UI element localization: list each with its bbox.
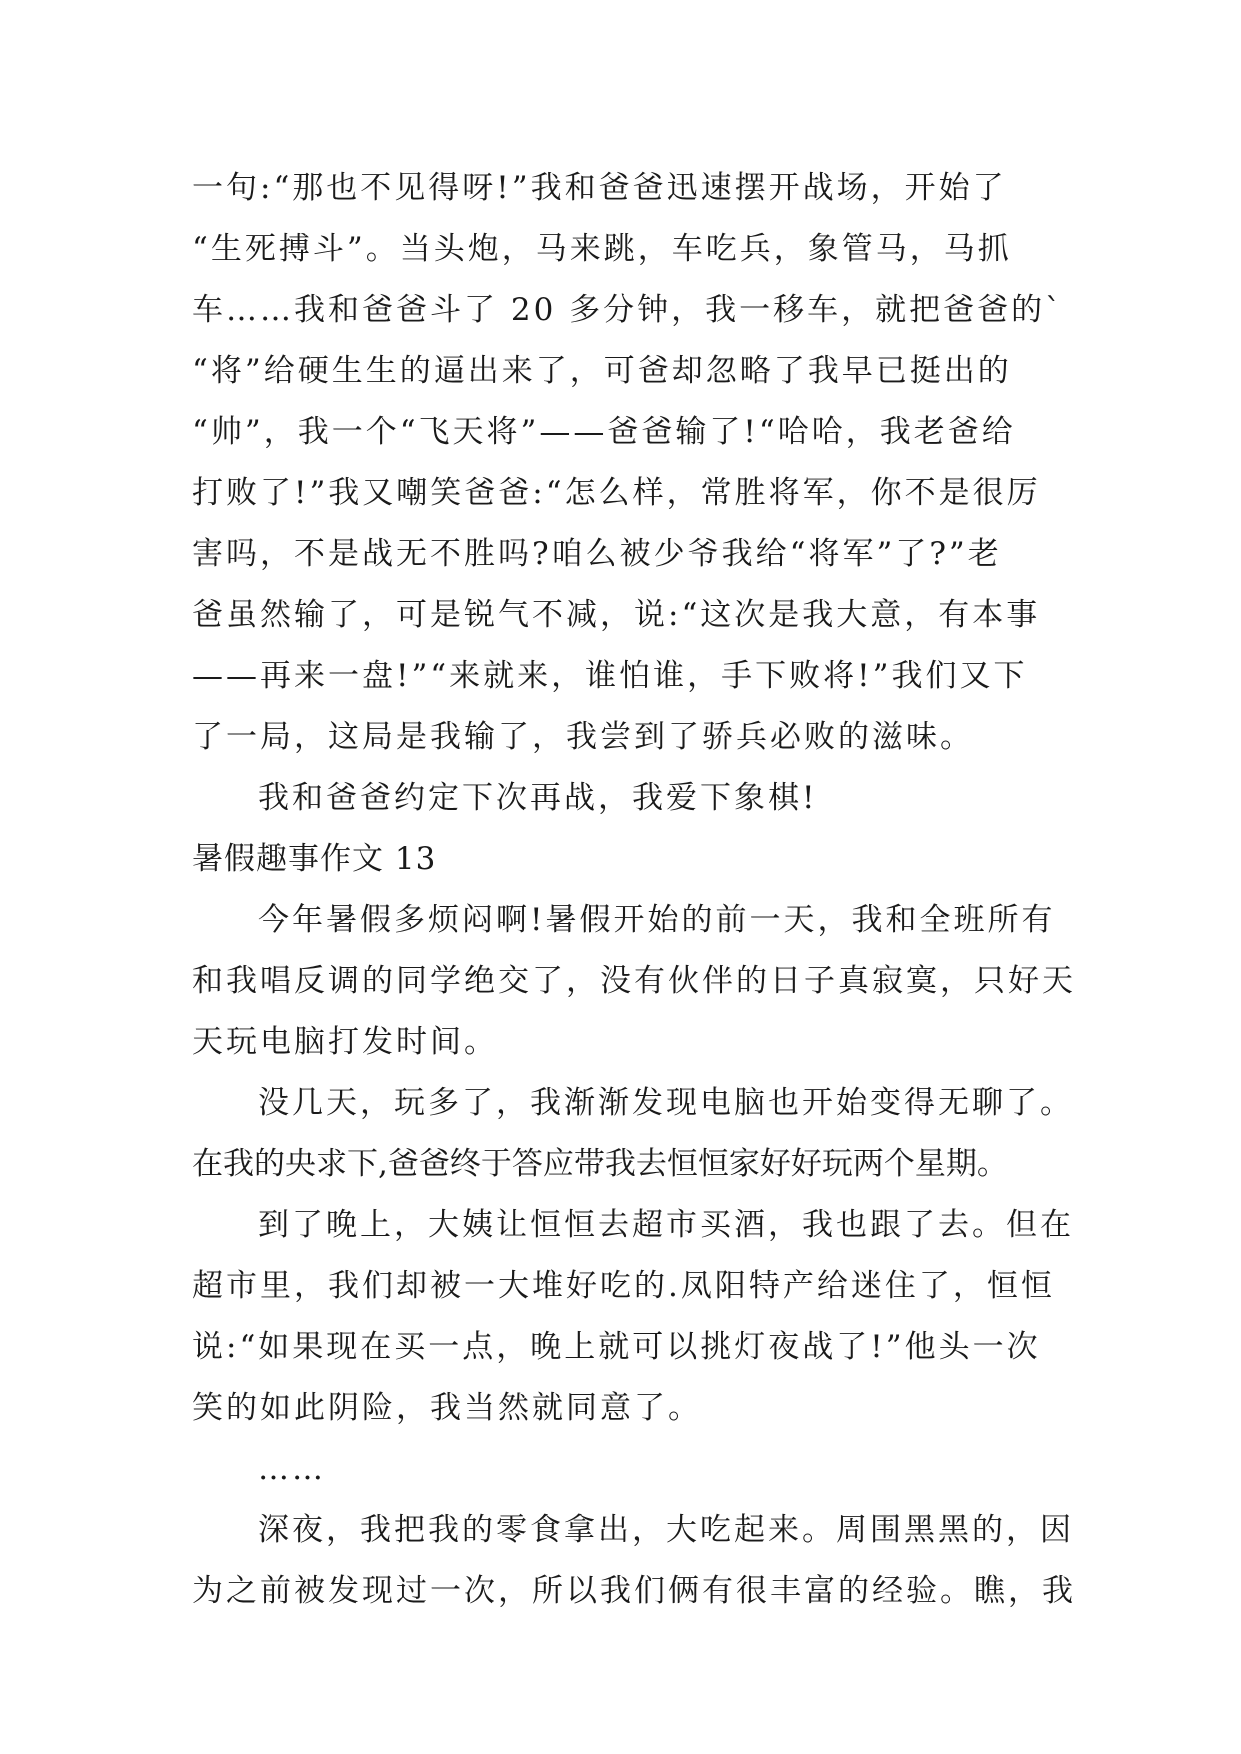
text-line: 了一局，这局是我输了，我尝到了骄兵必败的滋味。 [192,719,974,755]
text-line: 今年暑假多烦闷啊!暑假开始的前一天，我和全班所有 [258,902,1056,938]
essay-title: 暑假趣事作文 13 [192,841,437,877]
text-line: “生死搏斗”。当头炮，马来跳，车吃兵，象管马，马抓 [192,231,1012,267]
text-line: ——再来一盘!”“来就来，谁怕谁，手下败将!”我们又下 [192,658,1028,694]
previous-essay-tail [192,158,1072,768]
text-line: “将”给硬生生的逼出来了，可爸却忽略了我早已挺出的 [192,353,1012,389]
text-line: 笑的如此阴险，我当然就同意了。 [192,1390,702,1426]
text-line: 到了晚上，大姨让恒恒去超市买酒，我也跟了去。但在 [258,1207,1074,1243]
text-line: 爸虽然输了，可是锐气不减，说:“这次是我大意，有本事 [192,597,1041,633]
ellipsis: …… [258,1451,326,1487]
text-line: “帅”，我一个“飞天将”——爸爸输了!“哈哈，我老爸给 [192,414,1016,450]
text-line: 在我的央求下,爸爸终于答应带我去恒恒家好好玩两个星期。 [192,1146,1008,1182]
document-body [192,158,1076,1622]
text-line: 为之前被发现过一次，所以我们俩有很丰富的经验。瞧，我 [192,1573,1076,1609]
text-line: 天玩电脑打发时间。 [192,1024,498,1060]
paragraph-2 [192,1073,1072,1195]
paragraph-4 [192,1500,1076,1622]
text-line: 说:“如果现在买一点，晚上就可以挑灯夜战了!”他头一次 [192,1329,1041,1365]
previous-essay-ending: 我和爸爸约定下次再战，我爱下象棋! [258,780,818,816]
text-line: 车……我和爸爸斗了 20 多分钟，我一移车，就把爸爸的` [192,292,1064,328]
text-line: 打败了!”我又嘲笑爸爸:“怎么样，常胜将军，你不是很厉 [192,475,1041,511]
text-line: 和我唱反调的同学绝交了，没有伙伴的日子真寂寞，只好天 [192,963,1076,999]
text-line: 没几天，玩多了，我渐渐发现电脑也开始变得无聊了。 [258,1085,1074,1121]
text-line: 害吗，不是战无不胜吗?咱么被少爷我给“将军”了?”老 [192,536,1002,572]
text-line: 超市里，我们却被一大堆好吃的.凤阳特产给迷住了，恒恒 [192,1268,1055,1304]
paragraph-3 [192,1195,1072,1439]
text-line: 一句:“那也不见得呀!”我和爸爸迅速摆开战场，开始了 [192,170,1007,206]
text-line: 深夜，我把我的零食拿出，大吃起来。周围黑黑的，因 [258,1512,1074,1548]
paragraph-1 [192,890,1076,1073]
